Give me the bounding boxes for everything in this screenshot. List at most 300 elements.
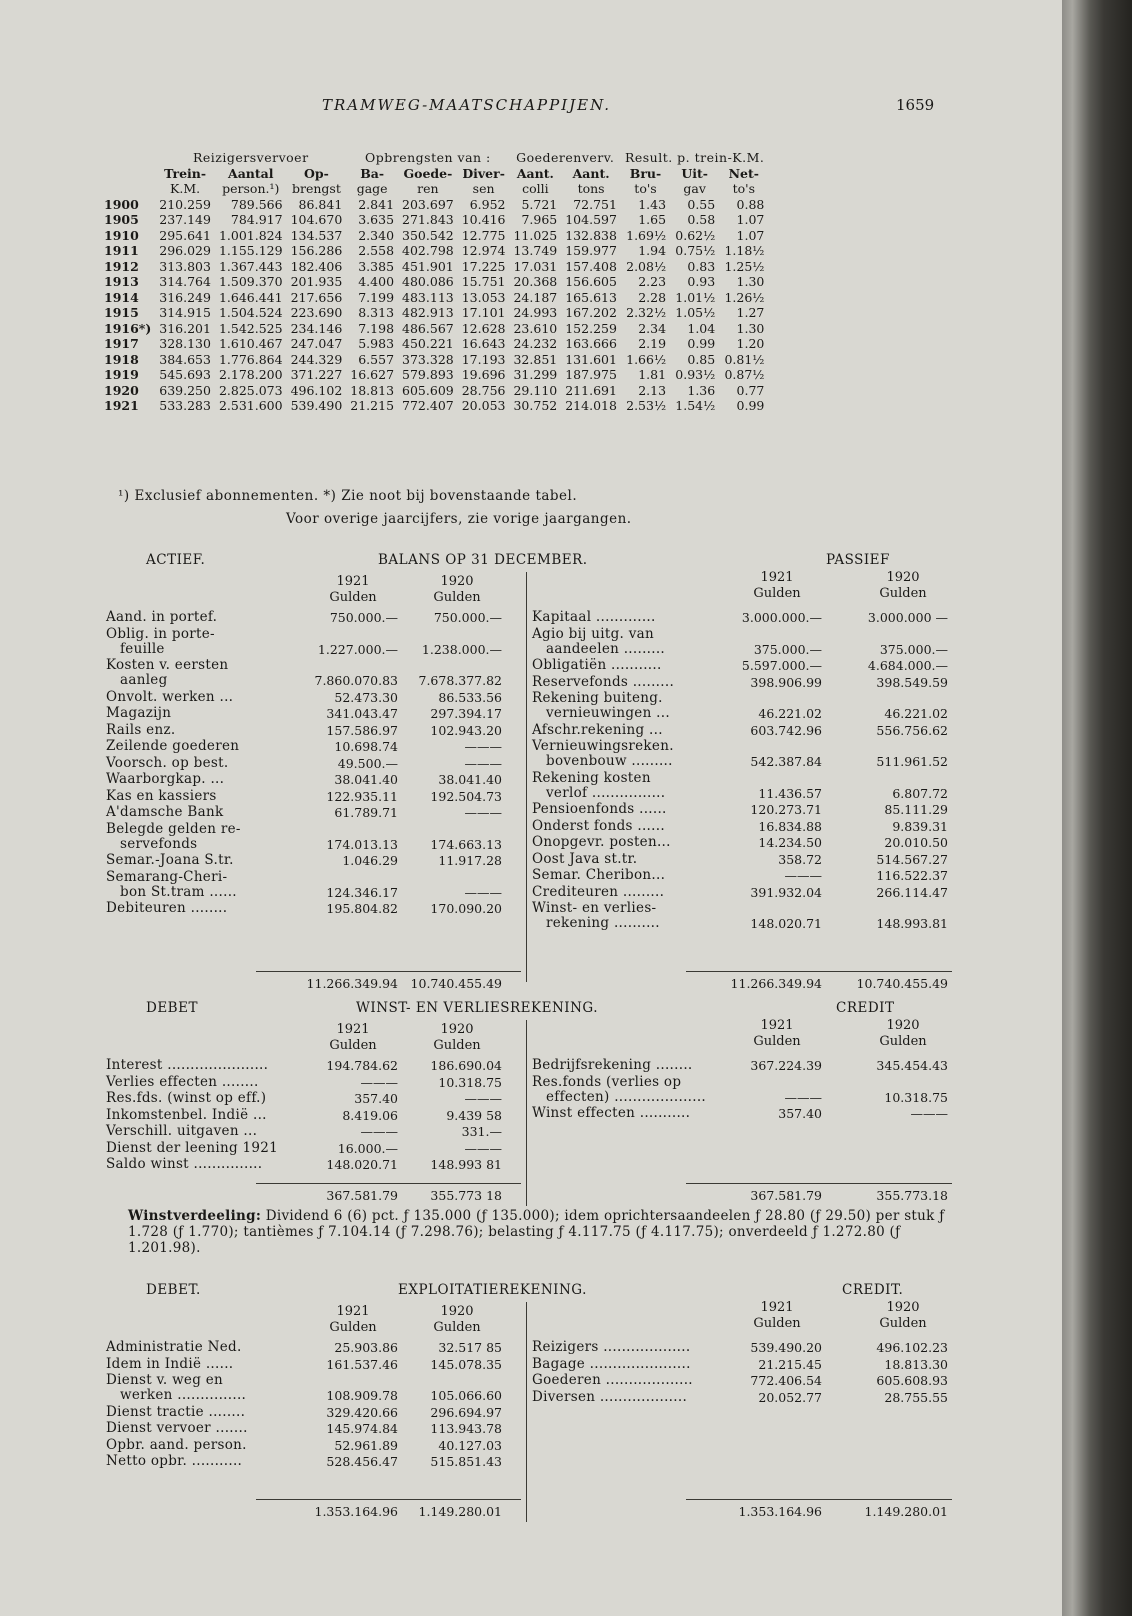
- account-label: Agio bij uitg. van: [532, 625, 654, 642]
- account-label: Onopgevr. posten...: [532, 834, 671, 850]
- value-1921: 8.419.06: [342, 1107, 398, 1123]
- column-header: Diver-: [462, 165, 505, 181]
- account-label: Semarang-Cheri-: [106, 868, 228, 885]
- table-cell: 1.54½: [675, 398, 716, 413]
- year-header: 1921: [760, 570, 794, 585]
- table-row: [100, 398, 768, 414]
- table-cell: 0.87½: [724, 367, 765, 382]
- group-opbrengsten: Opbrengsten van :: [364, 150, 491, 165]
- table-cell: 15.751: [461, 274, 506, 289]
- book-spine: [1062, 0, 1132, 1616]
- total-right-1921: 367.581.79: [750, 1188, 822, 1203]
- account-label: Bedrijfsrekening ........: [532, 1057, 693, 1073]
- table-cell: 2.13: [638, 382, 667, 398]
- value-1921: 148.020.71: [326, 1157, 398, 1172]
- table-cell: 1.509.370: [218, 274, 283, 289]
- table-cell: 3.635: [358, 212, 395, 227]
- unit-header: Gulden: [329, 590, 377, 605]
- table-cell: 0.93: [687, 274, 716, 289]
- value-1921: 20.052.77: [758, 1389, 822, 1405]
- table-cell: 182.406: [290, 258, 343, 274]
- right-side: [532, 552, 952, 992]
- table-cell: 18.813: [350, 382, 395, 398]
- table-cell: 134.537: [290, 227, 343, 243]
- table-cell: 314.764: [159, 274, 211, 289]
- value-1920: 116.522.37: [876, 868, 948, 883]
- table-cell: 211.691: [565, 382, 617, 398]
- account-label: feuille: [120, 640, 165, 657]
- value-1920: 11.917.28: [438, 853, 502, 868]
- left-side: [106, 552, 506, 992]
- value-1921: 16.000.—: [337, 1140, 398, 1156]
- value-1920: 3.000.000 —: [867, 610, 948, 625]
- table-cell: 1.155.129: [218, 243, 283, 258]
- value-1921: 7.860.070.83: [314, 673, 398, 688]
- account-label: Zeilende goederen: [106, 738, 240, 754]
- table-cell: 2.23: [638, 274, 667, 289]
- account-label: Kosten v. eersten: [106, 657, 229, 673]
- year-header: 1921: [760, 1018, 794, 1033]
- total-left-1921: 1.353.164.96: [314, 1504, 398, 1519]
- table-cell: 2.53½: [626, 398, 667, 413]
- year-cell: 1913: [104, 274, 139, 289]
- unit-header: Gulden: [433, 1320, 481, 1335]
- table-cell: 373.328: [402, 351, 454, 367]
- table-cell: 1.81: [638, 367, 667, 382]
- value-1920: 375.000.—: [879, 641, 948, 657]
- table-cell: 1.001.824: [218, 227, 283, 243]
- year-header: 1921: [336, 574, 370, 589]
- account-label: Aand. in portef.: [106, 609, 218, 625]
- value-1921: 38.041.40: [334, 772, 398, 787]
- table-cell: 28.756: [461, 382, 506, 398]
- table-cell: 223.690: [290, 305, 343, 320]
- table-cell: 2.825.073: [218, 382, 283, 398]
- unit-header: Gulden: [433, 590, 481, 605]
- account-label: Inkomstenbel. Indië ...: [106, 1106, 267, 1123]
- value-1921: 16.834.88: [758, 818, 822, 834]
- value-1920: 192.504.73: [430, 788, 502, 804]
- account-label: rekening ..........: [546, 915, 660, 931]
- table-row: [100, 228, 768, 244]
- table-cell: 16.627: [350, 367, 395, 382]
- year-header: 1921: [336, 1304, 370, 1319]
- value-1921: 122.935.11: [326, 788, 398, 804]
- exploitatie-section: [106, 1282, 952, 1522]
- winstverdeeling: [128, 1208, 958, 1256]
- table-cell: 450.221: [402, 336, 454, 351]
- table-cell: 1.01½: [675, 289, 716, 305]
- unit-header: Gulden: [329, 1320, 377, 1335]
- account-label: Saldo winst ...............: [106, 1156, 263, 1172]
- total-right-1920: 355.773.18: [876, 1188, 948, 1203]
- table-cell: 1.25½: [724, 258, 765, 274]
- year-cell: 1915: [104, 305, 139, 320]
- table-cell: 0.55: [687, 196, 716, 212]
- value-1920: 9.439 58: [446, 1107, 502, 1123]
- year-cell: 1900: [104, 196, 139, 212]
- value-1920: 38.041.40: [438, 772, 502, 787]
- total-rule-right: [686, 1183, 952, 1184]
- page-title: TRAMWEG-MAATSCHAPPIJEN.: [322, 96, 612, 114]
- value-1920: 10.318.75: [438, 1074, 502, 1090]
- table-cell: 3.385: [358, 258, 395, 274]
- table-cell: 12.628: [461, 320, 506, 336]
- column-header: Op-: [304, 165, 329, 181]
- account-label: Rails enz.: [106, 721, 176, 738]
- account-label: Onderst fonds ......: [532, 817, 665, 834]
- account-label: Dienst vervoer .......: [106, 1420, 248, 1436]
- unit-header: Gulden: [753, 1034, 801, 1049]
- value-1920: 20.010.50: [884, 835, 948, 850]
- table-cell: 8.313: [358, 305, 395, 320]
- account-label: Diversen ...................: [532, 1388, 688, 1405]
- account-label: werken ...............: [120, 1387, 247, 1403]
- table-row: [100, 367, 768, 383]
- total-left-1920: 10.740.455.49: [410, 976, 502, 991]
- table-row: [100, 383, 768, 399]
- table-cell: 402.798: [402, 243, 454, 258]
- account-label: Semar. Cheribon...: [532, 867, 666, 883]
- table-cell: 6.952: [469, 196, 506, 212]
- value-1920: 148.993.81: [876, 916, 948, 931]
- value-1920: 6.807.72: [892, 785, 948, 801]
- table-cell: 1.04: [687, 320, 716, 336]
- total-right-1921: 11.266.349.94: [730, 976, 822, 991]
- table-cell: 17.101: [461, 305, 506, 320]
- table-cell: 11.025: [513, 227, 558, 243]
- table-cell: 32.851: [513, 351, 558, 367]
- table-cell: 2.841: [358, 196, 395, 212]
- account-label: Oblig. in porte-: [106, 625, 215, 642]
- table-cell: 21.215: [350, 398, 395, 413]
- table-cell: 1.504.524: [218, 305, 283, 320]
- section-right-head: CREDIT.: [842, 1282, 904, 1298]
- value-1920: 10.318.75: [884, 1089, 948, 1105]
- year-cell: 1921: [104, 398, 139, 413]
- table-cell: 545.693: [159, 367, 211, 382]
- table-cell: 2.08½: [626, 258, 667, 274]
- value-1921: 357.40: [778, 1106, 822, 1121]
- value-1921: ———: [784, 1089, 822, 1105]
- value-1921: 391.932.04: [750, 884, 822, 900]
- table-cell: 167.202: [565, 305, 617, 320]
- right-side: [532, 1282, 952, 1522]
- account-label: Winst- en verlies-: [532, 900, 657, 916]
- value-1920: 85.111.29: [884, 802, 948, 817]
- table-cell: 0.99: [687, 336, 716, 351]
- winstverdeeling-text: Dividend 6 (6) pct. ƒ 135.000 (ƒ 135.000); idem oprichtersaandeelen ƒ 28.80 (ƒ 29.50) per stuk ƒ 1.728 (ƒ 1.770); tantièmes ƒ 7.104.14 (ƒ 7.298.76); belasting ƒ 4.117.75 (ƒ 4.117.75); onverdeeld ƒ 1.272.80 (ƒ 1.201.98).: [128, 1208, 945, 1256]
- group-reizigers: Reizigersvervoer: [192, 150, 309, 165]
- table-cell: 1.542.525: [218, 320, 283, 336]
- table-cell: 0.88: [736, 196, 765, 212]
- table-cell: 131.601: [565, 351, 617, 367]
- year-cell: 1920: [104, 382, 139, 398]
- account-label: bovenbouw .........: [546, 753, 673, 769]
- table-cell: 0.99: [736, 398, 765, 413]
- table-cell: 0.81½: [724, 351, 765, 367]
- table-cell: 152.259: [565, 320, 617, 336]
- value-1921: 367.224.39: [750, 1058, 822, 1073]
- total-left-1921: 11.266.349.94: [306, 976, 398, 991]
- value-1921: 357.40: [354, 1091, 398, 1106]
- table-cell: 20.053: [461, 398, 506, 413]
- table-cell: 451.901: [402, 258, 454, 274]
- table-cell: 30.752: [513, 398, 558, 413]
- table-cell: 7.965: [521, 212, 558, 227]
- total-rule-right: [686, 971, 952, 972]
- account-label: Dienst v. weg en: [106, 1372, 224, 1388]
- section-right-head: CREDIT: [836, 1000, 895, 1016]
- account-label: Goederen ...................: [532, 1372, 693, 1388]
- total-rule-right: [686, 1499, 952, 1500]
- value-1921: 49.500.—: [337, 755, 398, 771]
- table-cell: 2.34: [638, 320, 667, 336]
- total-left-1921: 367.581.79: [326, 1188, 398, 1203]
- value-1921: 341.043.47: [326, 706, 398, 721]
- value-1921: 108.909.78: [326, 1388, 398, 1403]
- table-cell: 217.656: [290, 289, 343, 305]
- value-1920: 345.454.43: [876, 1058, 948, 1073]
- account-label: A'damsche Bank: [106, 804, 224, 820]
- value-1920: 18.813.30: [884, 1356, 948, 1372]
- unit-header: Gulden: [753, 586, 801, 601]
- value-1921: 3.000.000.—: [741, 610, 822, 625]
- year-cell: 1910: [104, 227, 139, 243]
- section-left-head: DEBET.: [146, 1282, 201, 1298]
- account-label: Kas en kassiers: [106, 787, 217, 804]
- value-1920: ———: [464, 805, 502, 820]
- table-cell: 384.653: [159, 351, 211, 367]
- table-cell: 29.110: [513, 382, 558, 398]
- table-cell: 0.75½: [675, 243, 716, 258]
- table-cell: 17.193: [461, 351, 506, 367]
- value-1920: 148.993 81: [430, 1157, 502, 1172]
- statistics-body: [100, 197, 768, 414]
- value-1921: 375.000.—: [753, 641, 822, 657]
- table-cell: 296.029: [159, 243, 211, 258]
- column-divider: [526, 1020, 527, 1206]
- table-cell: 605.609: [402, 382, 454, 398]
- column-header: Ba-: [360, 165, 385, 181]
- table-cell: 1.94: [638, 243, 667, 258]
- table-cell: 0.62½: [675, 227, 716, 243]
- value-1921: 772.406.54: [750, 1373, 822, 1388]
- running-header: [0, 96, 1062, 120]
- right-side: [532, 1000, 952, 1206]
- table-cell: 19.696: [461, 367, 506, 382]
- unit-header: Gulden: [433, 1038, 481, 1053]
- table-row: [100, 352, 768, 368]
- account-label: Belegde gelden re-: [106, 820, 241, 837]
- table-cell: 496.102: [290, 382, 343, 398]
- account-label: Opbr. aand. person.: [106, 1436, 247, 1453]
- column-header: Uit-: [681, 165, 708, 181]
- column-header-top: [100, 166, 768, 182]
- table-cell: 316.201: [159, 320, 211, 336]
- table-row: [100, 197, 768, 213]
- balans-section: [106, 552, 952, 992]
- table-cell: 17.225: [461, 258, 506, 274]
- account-label: Winst effecten ...........: [532, 1105, 691, 1121]
- group-header-row: [100, 150, 768, 166]
- section-title: EXPLOITATIEREKENING.: [398, 1282, 587, 1298]
- table-cell: 2.32½: [626, 305, 667, 320]
- table-cell: 2.28: [638, 289, 667, 305]
- left-side: [106, 1282, 506, 1522]
- value-1920: 4.684.000.—: [867, 658, 948, 673]
- column-subheader: tons: [577, 181, 605, 196]
- table-cell: 7.199: [358, 289, 395, 305]
- table-cell: 539.490: [290, 398, 343, 413]
- account-label: Semar.-Joana S.tr.: [106, 852, 234, 868]
- table-cell: 1.646.441: [218, 289, 283, 305]
- table-cell: 7.198: [358, 320, 395, 336]
- value-1921: 195.804.82: [326, 901, 398, 916]
- account-label: bon St.tram ......: [120, 883, 237, 900]
- value-1921: 174.013.13: [326, 836, 398, 852]
- year-header: 1920: [886, 570, 920, 585]
- table-cell: 20.368: [513, 274, 558, 289]
- value-1920: 145.078.35: [430, 1356, 502, 1372]
- year-header: 1920: [440, 574, 474, 589]
- table-cell: 1.65: [638, 212, 667, 227]
- column-subheader: to's: [634, 181, 657, 196]
- table-cell: 159.977: [565, 243, 617, 258]
- account-label: Debiteuren ........: [106, 900, 228, 916]
- table-cell: 244.329: [290, 351, 343, 367]
- account-label: Kapitaal .............: [532, 609, 656, 625]
- value-1920: 86.533.56: [438, 689, 502, 705]
- unit-header: Gulden: [753, 1316, 801, 1331]
- table-cell: 165.613: [565, 289, 617, 305]
- table-cell: 203.697: [402, 196, 454, 212]
- table-cell: 1.26½: [724, 289, 765, 305]
- value-1921: 603.742.96: [750, 722, 822, 738]
- table-cell: 371.227: [290, 367, 343, 382]
- table-cell: 104.670: [290, 212, 343, 227]
- table-cell: 24.232: [513, 336, 558, 351]
- table-cell: 1.610.467: [218, 336, 283, 351]
- value-1920: 186.690.04: [430, 1058, 502, 1073]
- value-1921: 46.221.02: [758, 706, 822, 721]
- table-cell: 1.36: [687, 382, 716, 398]
- column-subheader: sen: [472, 181, 495, 196]
- table-row: [100, 305, 768, 321]
- account-label: effecten) ....................: [546, 1088, 707, 1105]
- table-cell: 12.974: [461, 243, 506, 258]
- account-label: Dienst der leening 1921: [106, 1139, 279, 1156]
- section-right-head: PASSIEF: [826, 552, 890, 568]
- table-cell: 350.542: [402, 227, 454, 243]
- year-header: 1920: [440, 1022, 474, 1037]
- year-cell: 1918: [104, 351, 139, 367]
- year-cell: 1916*): [104, 320, 152, 336]
- table-cell: 271.843: [402, 212, 454, 227]
- value-1921: ———: [784, 868, 822, 883]
- account-label: Crediteuren .........: [532, 883, 665, 900]
- table-cell: 237.149: [159, 212, 211, 227]
- column-subheader: gage: [356, 181, 388, 196]
- value-1921: 398.906.99: [750, 674, 822, 690]
- table-cell: 0.85: [687, 351, 716, 367]
- group-goederen: Goederenverv.: [516, 150, 615, 165]
- account-label: Verlies effecten ........: [106, 1073, 259, 1090]
- value-1920: 32.517 85: [438, 1340, 502, 1355]
- value-1921: 1.046.29: [342, 853, 398, 868]
- table-cell: 13.053: [461, 289, 506, 305]
- table-cell: 486.567: [402, 320, 454, 336]
- table-cell: 1.367.443: [218, 258, 283, 274]
- table-cell: 1.07: [736, 212, 765, 227]
- table-cell: 639.250: [159, 382, 211, 398]
- table-cell: 23.610: [513, 320, 558, 336]
- year-cell: 1905: [104, 212, 139, 227]
- table-cell: 0.58: [687, 212, 716, 227]
- account-label: aandeelen .........: [546, 640, 666, 657]
- total-rule-left: [256, 1183, 521, 1184]
- section-title: BALANS OP 31 DECEMBER.: [378, 552, 588, 568]
- account-label: Reservefonds .........: [532, 673, 675, 690]
- table-cell: 86.841: [298, 196, 343, 212]
- column-header: Net-: [728, 165, 759, 181]
- account-label: Dienst tractie ........: [106, 1403, 246, 1420]
- account-label: Interest ......................: [106, 1057, 269, 1073]
- section-left-head: ACTIEF.: [146, 552, 206, 568]
- value-1920: ———: [464, 884, 502, 900]
- value-1920: ———: [464, 739, 502, 754]
- column-subheader: colli: [522, 181, 549, 196]
- value-1921: 124.346.17: [326, 884, 398, 900]
- column-subheader: to's: [732, 181, 755, 196]
- table-cell: 1.05½: [675, 305, 716, 320]
- value-1921: 358.72: [778, 851, 822, 867]
- year-header: 1921: [336, 1022, 370, 1037]
- table-cell: 156.286: [290, 243, 343, 258]
- winstverdeeling-lead: Winstverdeeling:: [128, 1208, 262, 1224]
- table-cell: 1.27: [736, 305, 765, 320]
- column-header: Trein-: [164, 165, 207, 181]
- group-result: Result. p. trein-K.M.: [624, 150, 765, 165]
- table-cell: 789.566: [230, 196, 283, 212]
- value-1920: 113.943.78: [430, 1421, 502, 1436]
- table-cell: 5.721: [521, 196, 558, 212]
- table-cell: 132.838: [565, 227, 617, 243]
- value-1920: 556.756.62: [876, 722, 948, 738]
- year-header: 1920: [440, 1304, 474, 1319]
- table-cell: 314.915: [159, 305, 211, 320]
- reference-note: Voor overige jaarcijfers, zie vorige jaargangen.: [286, 511, 632, 527]
- column-subheader: gav: [683, 181, 706, 196]
- value-1921: 528.456.47: [326, 1454, 398, 1469]
- table-cell: 1.30: [736, 274, 765, 289]
- value-1921: ———: [360, 1074, 398, 1090]
- table-cell: 234.146: [290, 320, 343, 336]
- value-1921: 539.490.20: [750, 1340, 822, 1355]
- value-1920: 496.102.23: [876, 1340, 948, 1355]
- total-right-1920: 1.149.280.01: [864, 1504, 948, 1519]
- total-right-1920: 10.740.455.49: [856, 976, 948, 991]
- account-label: vernieuwingen ...: [546, 705, 670, 721]
- table-cell: 328.130: [159, 336, 211, 351]
- table-cell: 784.917: [230, 212, 283, 227]
- unit-header: Gulden: [879, 586, 927, 601]
- table-cell: 2.558: [358, 243, 395, 258]
- value-1920: 266.114.47: [876, 884, 948, 900]
- value-1921: 21.215.45: [758, 1356, 822, 1372]
- table-cell: 104.597: [565, 212, 617, 227]
- table-cell: 156.605: [565, 274, 617, 289]
